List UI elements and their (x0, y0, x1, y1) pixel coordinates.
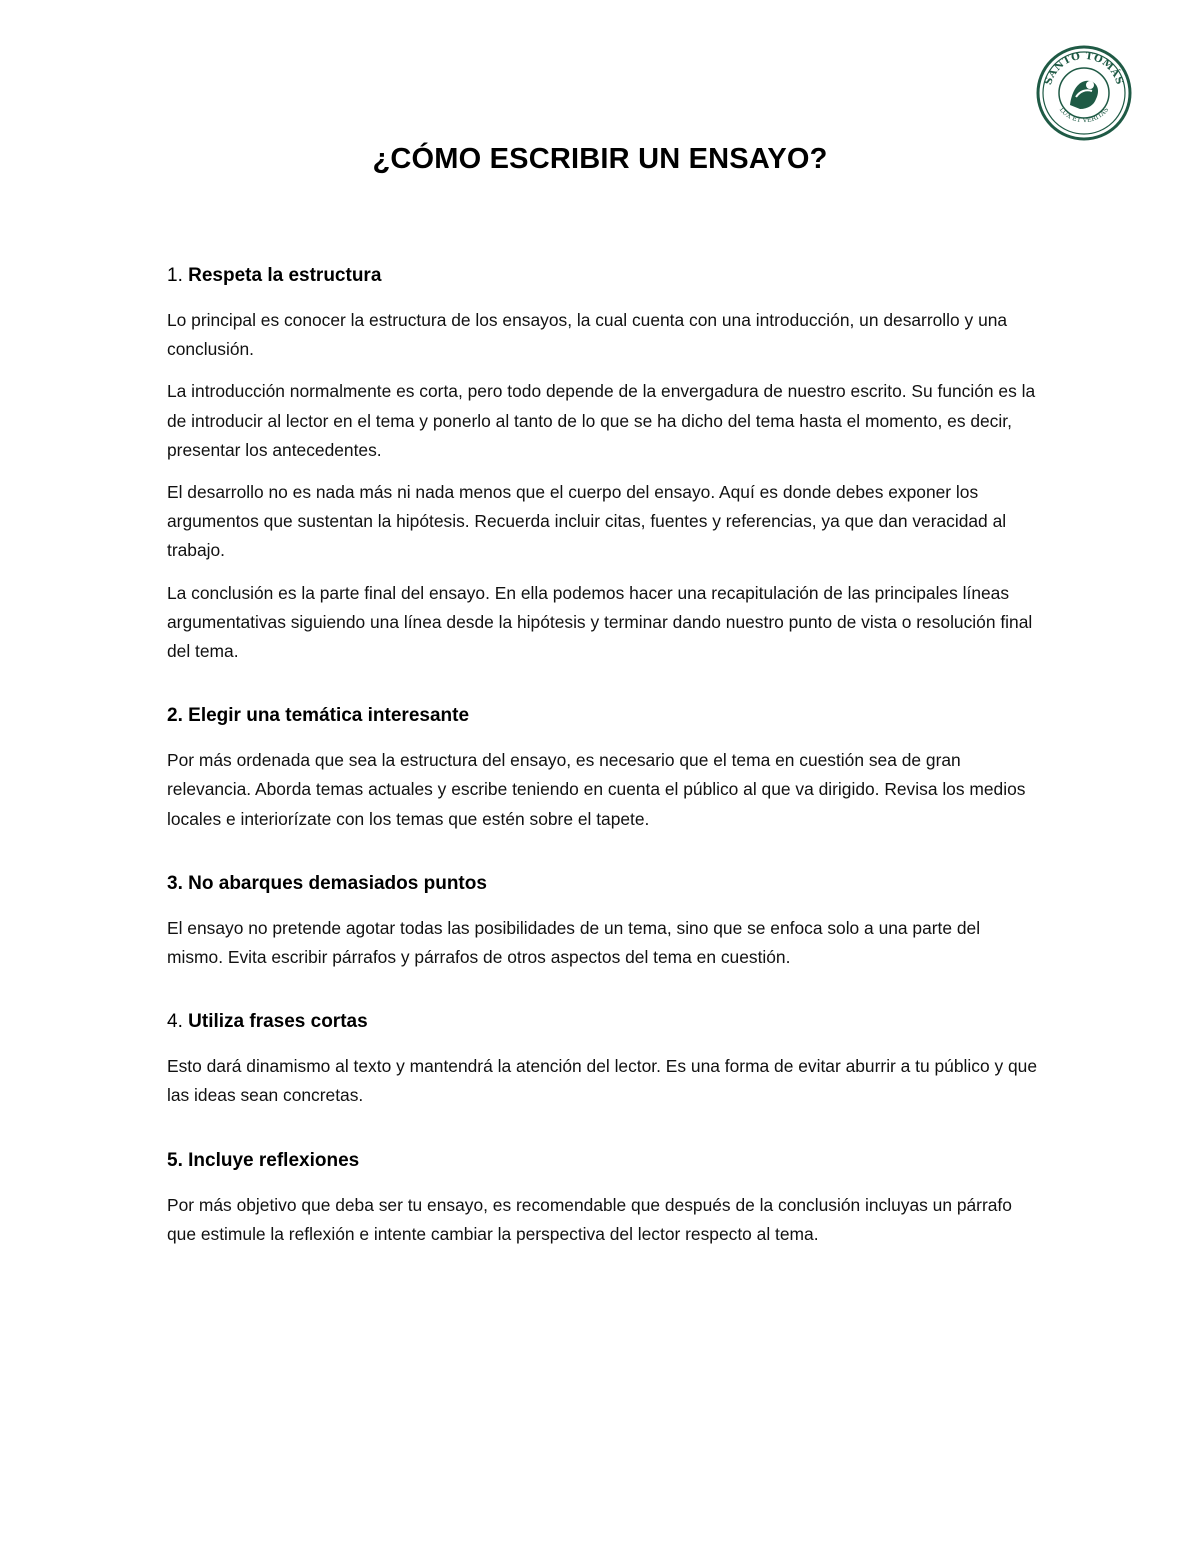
paragraph: El desarrollo no es nada más ni nada menos que el cuerpo del ensayo. Aquí es donde debes exponer los argumentos que sustentan la hipótesis. Recuerda incluir citas, fuentes y referencias, ya que dan veracidad al trabajo. (167, 482, 1007, 561)
section-3 (167, 870, 1037, 972)
paragraph: La conclusión es la parte final del ensayo. En ella podemos hacer una recapitulación de las principales líneas argumentativas siguiendo una línea desde la hipótesis y terminar dando nuestro punto de vista o resolución final del tema. (167, 582, 1033, 662)
section-title: Respeta la estructura (188, 265, 382, 286)
paragraph: El ensayo no pretende agotar todas las posibilidades de un tema, sino que se enfoca solo a una parte del mismo. Evita escribir párrafos y párrafos de otros aspectos del tema en cuestión. (167, 917, 981, 968)
section-title: Utiliza frases cortas (188, 1011, 368, 1033)
section-number: 5. (167, 1149, 183, 1171)
section-title: Elegir una temática interesante (188, 705, 470, 727)
section-heading (167, 262, 1037, 290)
paragraph: Esto dará dinamismo al texto y mantendrá la atención del lector. Es una forma de evitar aburrir a tu público y que las ideas sean concretas. (167, 1056, 1037, 1106)
paragraph: Por más objetivo que deba ser tu ensayo, es recomendable que después de la conclusión incluyas un párrafo que estimule la reflexión e intente cambiar la perspectiva del lector respecto al tema. (167, 1194, 1012, 1244)
section-number: 1. (167, 265, 183, 286)
document-body (167, 262, 1037, 1285)
section-5 (167, 1147, 1037, 1249)
section-heading (167, 870, 1037, 898)
section-title: Incluye reflexiones (188, 1149, 360, 1171)
section-number: 2. (167, 705, 183, 727)
section-title: No abarques demasiados puntos (188, 872, 487, 894)
section-heading (167, 1147, 1037, 1175)
paragraph: Lo principal es conocer la estructura de los ensayos, la cual cuenta con una introducción, un desarrollo y una conclusión. (167, 310, 1008, 360)
section-number: 3. (167, 872, 183, 894)
page-title: ¿CÓMO ESCRIBIR UN ENSAYO? (372, 143, 828, 175)
section-1 (167, 262, 1037, 666)
paragraph: Por más ordenada que sea la estructura del ensayo, es necesario que el tema en cuestión sea de gran relevancia. Aborda temas actuales y escribe teniendo en cuenta el público al que va dirigido. Revisa los medios locales e interiorízate con los temas que estén sobre el tapete. (167, 750, 1026, 829)
santo-tomas-seal-icon (1036, 45, 1132, 141)
section-number: 4. (167, 1011, 183, 1033)
section-heading (167, 702, 1037, 730)
section-4 (167, 1008, 1037, 1110)
paragraph: La introducción normalmente es corta, pero todo depende de la envergadura de nuestro escrito. Su función es la de introducir al lector en el tema y ponerlo al tanto de lo que se ha dicho del tema hasta el momento, es decir, presentar los antecedentes. (167, 381, 1036, 460)
logo-bottom-text: LUX ET VERITAS (1057, 105, 1111, 125)
section-2 (167, 702, 1037, 834)
logo-top-text: SANTO TOMÁS (1043, 50, 1125, 87)
section-heading (167, 1008, 1037, 1036)
santo-tomas-logo (1036, 45, 1132, 141)
